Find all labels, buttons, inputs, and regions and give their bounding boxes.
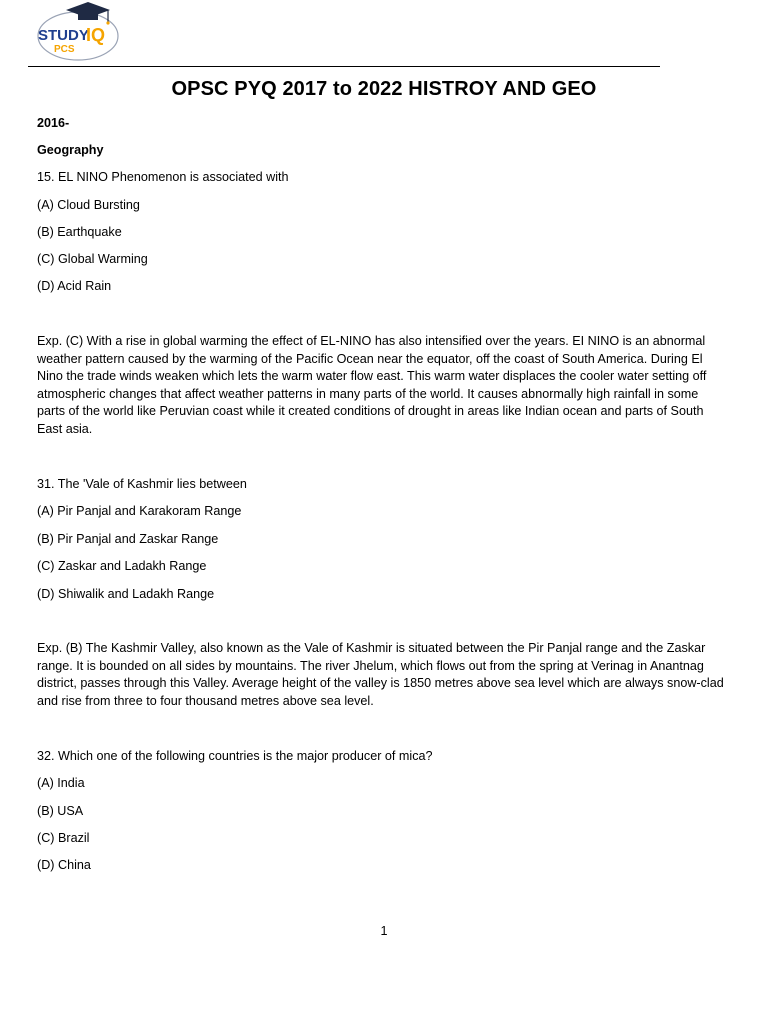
option-a: (A) Pir Panjal and Karakoram Range [37,504,242,518]
year-heading: 2016- [37,116,70,130]
document-title: OPSC PYQ 2017 to 2022 HISTROY AND GEO [171,78,597,100]
explanation-text: Exp. (C) With a rise in global warming the effect of EL-NINO has also intensified over the years. EI NINO is an abnormal weather pattern caused by the warming of the Pacific Ocean near the equator, off the coast of South America. During El Nino the trade winds weaken which lets the warm water flow east. This warm water displaces the cooler water setting off atmospheric changes that affect weather patterns in many parts of the world. It causes abnormally high rainfall in some parts of the world like Peruvian coast while it created conditions of drought in areas like Indian ocean and parts of South East asia. [37,334,707,436]
option-c: (C) Global Warming [37,252,148,266]
question-text: 15. EL NINO Phenomenon is associated with [37,170,289,184]
graduation-cap-icon [66,2,110,25]
option-a: (A) India [37,776,85,790]
logo-iq-text: IQ [86,25,106,45]
page-number: 1 [380,924,388,938]
option-c: (C) Zaskar and Ladakh Range [37,559,207,573]
option-b: (B) USA [37,804,84,818]
option-c: (C) Brazil [37,831,90,845]
question-text: 32. Which one of the following countries is the major producer of mica? [37,749,433,763]
logo-pcs-text: PCS [54,44,75,55]
option-a: (A) Cloud Bursting [37,198,140,212]
explanation-text: Exp. (B) The Kashmir Valley, also known as the Vale of Kashmir is situated between the Pir Panjal range and the Zaskar range. It is bounded on all sides by mountains. The river Jhelum, which flows out from the spring at Verinag in Anantnag district, passes through this Valley. Average height of the valley is 1850 metres above sea level which are always snow-clad and rise from three to four thousand metres above sea level. [37,641,724,708]
logo-study-text: STUDY [38,27,89,44]
option-d: (D) China [37,858,91,872]
studyiq-pcs-logo [36,0,122,62]
option-d: (D) Shiwalik and Ladakh Range [37,587,215,601]
option-b: (B) Earthquake [37,225,122,239]
option-b: (B) Pir Panjal and Zaskar Range [37,532,219,546]
section-heading: Geography [37,143,104,157]
option-d: (D) Acid Rain [37,279,112,293]
question-text: 31. The 'Vale of Kashmir lies between [37,477,247,491]
header-divider [28,66,660,67]
